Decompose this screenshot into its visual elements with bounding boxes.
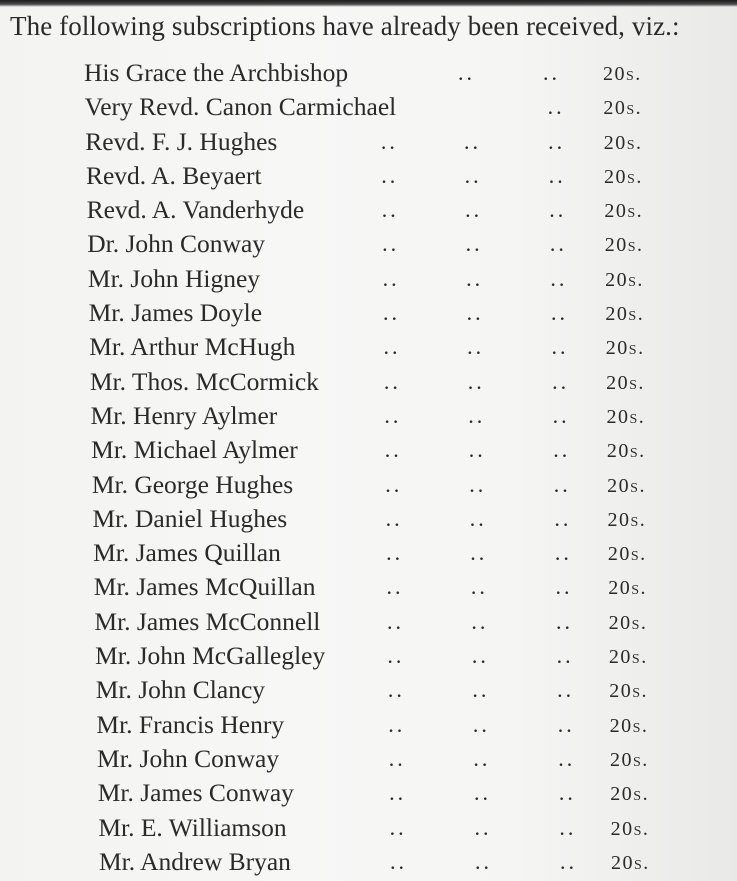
dot-leader: .. bbox=[386, 608, 404, 634]
subscription-row bbox=[0, 744, 737, 778]
dot-leader: .. bbox=[554, 505, 572, 531]
subscription-row bbox=[0, 229, 737, 263]
dot-leader: .. bbox=[385, 505, 403, 531]
subscriber-name: Revd. A. Beyaert bbox=[85, 160, 262, 190]
subscriber-name: Mr. Francis Henry bbox=[96, 709, 285, 739]
subscriber-name: Mr. James McQuillan bbox=[93, 572, 316, 602]
page-heading: The following subscriptions have already been received, viz.: bbox=[10, 11, 680, 41]
subscription-amount: 20s. bbox=[603, 97, 643, 120]
subscriber-name: Mr. John Conway bbox=[97, 743, 280, 773]
subscriber-name: Mr. Daniel Hughes bbox=[92, 503, 288, 533]
dot-leader: .. bbox=[384, 402, 402, 428]
dot-leader: .. bbox=[465, 197, 483, 223]
dot-leader: .. bbox=[383, 300, 401, 326]
dot-leader: .. bbox=[464, 128, 482, 154]
dot-leader: .. bbox=[387, 677, 405, 703]
dot-leader: .. bbox=[556, 643, 574, 669]
subscription-amount: 20s. bbox=[609, 714, 649, 737]
dot-leader: .. bbox=[382, 265, 400, 291]
dot-leader: .. bbox=[387, 643, 405, 669]
subscription-amount: 20s. bbox=[606, 371, 645, 394]
subscription-row bbox=[0, 367, 737, 401]
dot-leader: .. bbox=[470, 574, 488, 600]
dot-leader: .. bbox=[380, 128, 398, 154]
dot-leader: .. bbox=[469, 505, 487, 531]
subscriber-name: Mr. George Hughes bbox=[91, 469, 294, 499]
dot-leader: .. bbox=[389, 814, 407, 840]
subscriber-name: Very Revd. Canon Carmichael bbox=[84, 92, 397, 122]
dot-leader: .. bbox=[554, 540, 572, 566]
dot-leader: .. bbox=[469, 471, 487, 497]
dot-leader: .. bbox=[385, 471, 403, 497]
dot-leader: .. bbox=[467, 334, 485, 360]
subscription-list bbox=[0, 58, 737, 881]
subscription-row bbox=[0, 710, 737, 744]
dot-leader: .. bbox=[381, 197, 399, 223]
dot-leader: .. bbox=[552, 368, 570, 394]
dot-leader: .. bbox=[549, 231, 567, 257]
dot-leader: .. bbox=[553, 437, 571, 463]
subscriber-name: Mr. Thos. McCormick bbox=[89, 366, 319, 396]
subscription-amount: 20s. bbox=[605, 303, 645, 326]
dot-leader: .. bbox=[555, 574, 573, 600]
dot-leader: .. bbox=[560, 848, 577, 874]
dot-leader: .. bbox=[551, 334, 569, 360]
dot-leader: .. bbox=[383, 368, 401, 394]
subscription-amount: 20s. bbox=[607, 543, 647, 566]
subscription-amount: 20s. bbox=[609, 680, 649, 703]
dot-leader: .. bbox=[553, 471, 571, 497]
subscriber-name: Revd. F. J. Hughes bbox=[85, 126, 278, 156]
dot-leader: .. bbox=[389, 780, 407, 806]
dot-leader: .. bbox=[466, 265, 484, 291]
subscription-row bbox=[0, 778, 737, 812]
subscription-row bbox=[0, 813, 737, 847]
subscription-row bbox=[0, 195, 737, 229]
dot-leader: .. bbox=[465, 231, 483, 257]
dot-leader: .. bbox=[472, 677, 490, 703]
dot-leader: .. bbox=[458, 60, 475, 85]
subscriber-name: Mr. John McGallegley bbox=[95, 641, 326, 671]
subscription-row bbox=[0, 641, 737, 675]
dot-leader: .. bbox=[384, 437, 402, 463]
dot-leader: .. bbox=[388, 745, 406, 771]
subscription-amount: 20s. bbox=[608, 646, 648, 669]
subscription-amount: 20s. bbox=[604, 165, 643, 188]
subscription-amount: 20s. bbox=[610, 783, 650, 806]
dot-leader: .. bbox=[557, 711, 575, 737]
dot-leader: .. bbox=[386, 540, 404, 566]
dot-leader: .. bbox=[381, 162, 399, 188]
subscriber-name: Mr. Andrew Bryan bbox=[99, 846, 291, 876]
subscription-amount: 20s. bbox=[603, 131, 643, 154]
dot-leader: .. bbox=[558, 745, 576, 771]
subscription-row bbox=[0, 264, 737, 298]
subscription-amount: 20s. bbox=[603, 63, 642, 85]
dot-leader: .. bbox=[464, 162, 482, 188]
subscriber-name: Dr. John Conway bbox=[87, 229, 266, 259]
subscription-row bbox=[0, 572, 737, 606]
subscriber-name: Mr. Arthur McHugh bbox=[89, 332, 296, 362]
subscription-amount: 20s. bbox=[611, 851, 650, 874]
dot-leader: .. bbox=[556, 608, 574, 634]
dot-leader: .. bbox=[471, 643, 489, 669]
subscription-row bbox=[0, 538, 737, 572]
subscription-amount: 20s. bbox=[607, 508, 647, 531]
dot-leader: .. bbox=[472, 711, 490, 737]
subscriber-name: Mr. E. Williamson bbox=[98, 812, 287, 842]
dot-leader: .. bbox=[390, 848, 407, 874]
subscriber-name: Mr. Henry Aylmer bbox=[90, 400, 278, 430]
subscription-row bbox=[0, 92, 737, 126]
subscription-amount: 20s. bbox=[610, 817, 650, 840]
subscriber-name: Mr. James McConnell bbox=[94, 606, 321, 636]
dot-leader: .. bbox=[386, 574, 404, 600]
page-top-edge bbox=[0, 0, 737, 7]
dot-leader: .. bbox=[466, 300, 484, 326]
subscription-row bbox=[0, 298, 737, 332]
subscription-amount: 20s. bbox=[609, 748, 649, 771]
subscription-row bbox=[0, 332, 737, 366]
dot-leader: .. bbox=[559, 814, 577, 840]
dot-leader: .. bbox=[550, 265, 568, 291]
dot-leader: .. bbox=[547, 94, 565, 120]
dot-leader: .. bbox=[468, 437, 486, 463]
subscription-row bbox=[0, 847, 737, 881]
subscription-row bbox=[0, 161, 737, 195]
subscription-amount: 20s. bbox=[607, 474, 646, 497]
dot-leader: .. bbox=[467, 368, 485, 394]
dot-leader: .. bbox=[548, 128, 566, 154]
dot-leader: .. bbox=[470, 540, 488, 566]
dot-leader: .. bbox=[548, 162, 566, 188]
dot-leader: .. bbox=[558, 780, 576, 806]
subscriber-name: Mr. Michael Aylmer bbox=[91, 435, 298, 465]
dot-leader: .. bbox=[383, 334, 401, 360]
subscriber-name: Mr. John Clancy bbox=[95, 675, 266, 705]
subscription-row bbox=[0, 435, 737, 469]
subscriber-name: Revd. A. Vanderhyde bbox=[86, 195, 305, 225]
subscriber-name: Mr. James Conway bbox=[97, 778, 294, 808]
subscription-amount: 20s. bbox=[606, 440, 646, 463]
subscriber-name: Mr. John Higney bbox=[87, 263, 261, 293]
dot-leader: .. bbox=[543, 60, 560, 85]
subscription-amount: 20s. bbox=[608, 611, 648, 634]
subscription-row bbox=[0, 58, 737, 92]
subscription-amount: 20s. bbox=[604, 234, 644, 257]
dot-leader: .. bbox=[552, 402, 570, 428]
dot-leader: .. bbox=[474, 814, 492, 840]
subscription-row bbox=[0, 401, 737, 435]
subscription-amount: 20s. bbox=[608, 577, 647, 600]
dot-leader: .. bbox=[382, 231, 400, 257]
dot-leader: .. bbox=[475, 848, 492, 874]
subscription-row bbox=[0, 607, 737, 641]
dot-leader: .. bbox=[468, 402, 486, 428]
dot-leader: .. bbox=[388, 711, 406, 737]
subscriber-name: Mr. James Quillan bbox=[93, 538, 281, 568]
subscription-row bbox=[0, 504, 737, 538]
dot-leader: .. bbox=[473, 745, 491, 771]
subscription-amount: 20s. bbox=[606, 405, 646, 428]
dot-leader: .. bbox=[471, 608, 489, 634]
subscription-row bbox=[0, 675, 737, 709]
subscription-amount: 20s. bbox=[604, 200, 644, 223]
dot-leader: .. bbox=[550, 300, 568, 326]
subscription-amount: 20s. bbox=[605, 268, 644, 291]
dot-leader: .. bbox=[473, 780, 491, 806]
subscription-amount: 20s. bbox=[605, 337, 645, 360]
dot-leader: .. bbox=[549, 197, 567, 223]
subscriber-name: His Grace the Archbishop bbox=[84, 58, 349, 87]
subscriber-name: Mr. James Doyle bbox=[88, 298, 263, 328]
subscription-row bbox=[0, 127, 737, 161]
subscription-row bbox=[0, 470, 737, 504]
dot-leader: .. bbox=[557, 677, 575, 703]
